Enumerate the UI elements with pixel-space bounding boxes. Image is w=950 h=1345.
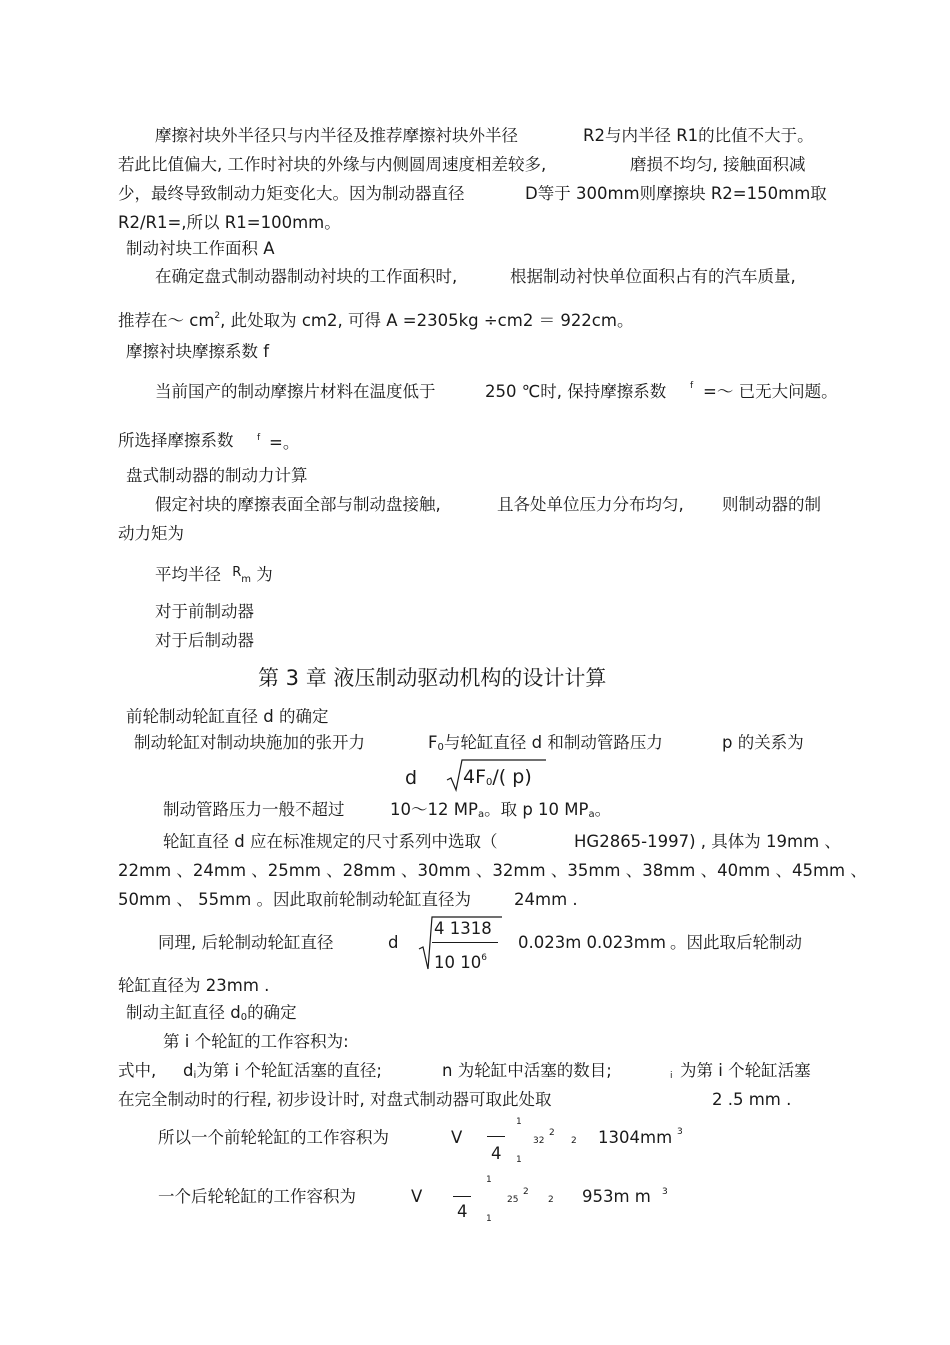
fraction-denominator: 4 [457, 1202, 468, 1221]
para-text: 所以一个前轮轮缸的工作容积为 [158, 1128, 389, 1147]
para-text: 磨损不均匀, 接触面积减 [630, 155, 806, 174]
superscript: 1 [516, 1117, 522, 1127]
para-text: HG2865-1997) , 具体为 19mm 、 [574, 832, 841, 851]
para-text: 当前国产的制动摩擦片材料在温度低于 [155, 382, 436, 401]
symbol-v: V [411, 1187, 423, 1206]
value-small: 25 [507, 1195, 519, 1205]
para-text: 摩擦衬块外半径只与内半径及推荐摩擦衬块外半径 [155, 126, 518, 145]
para-text: 所选择摩擦系数 [118, 431, 234, 450]
superscript: 3 [662, 1187, 668, 1197]
para-text: 对于后制动器 [155, 631, 254, 650]
para-text: 则制动器的制 [722, 495, 821, 514]
value-small: 32 [533, 1136, 545, 1146]
para-text: 制动轮缸对制动块施加的张开力 [134, 733, 365, 752]
para-text: =～ 已无大问题。 [703, 382, 838, 401]
para-text: 平均半径 $^R_m$ 为 [155, 565, 273, 585]
section-heading: 前轮制动轮缸直径 d 的确定 [126, 707, 329, 726]
para-text: $F_0$与轮缸直径 d 和制动管路压力 [428, 733, 663, 753]
symbol-f: f [257, 433, 261, 443]
para-text: 且各处单位压力分布均匀, [497, 495, 684, 514]
para-text: R2与内半径 R1的比值不大于。 [583, 126, 814, 145]
fraction-numerator: 4 1318 [434, 919, 492, 938]
para-text: 250 ℃时, 保持摩擦系数 [485, 382, 667, 401]
para-text: =。 [269, 433, 300, 452]
section-heading: 制动衬块工作面积 A [126, 239, 275, 258]
para-text: p 的关系为 [722, 733, 804, 752]
para-text: 假定衬块的摩擦表面全部与制动盘接触, [155, 495, 441, 514]
para-text: 轮缸直径为 23mm . [118, 976, 270, 995]
para-text: 为第 i 个轮缸活塞 [680, 1061, 811, 1080]
symbol-f: f [690, 381, 694, 391]
para-text: 10～12 $MP_a$。取 p 10 $MP_a$。 [390, 800, 612, 820]
para-text: R2/R1=,所以 R1=100mm。 [118, 213, 341, 232]
value-small: 2 [571, 1136, 577, 1146]
para-text: 953m m [582, 1187, 651, 1206]
para-text: 若此比值偏大, 工作时衬块的外缘与内侧圆周速度相差较多, [118, 155, 547, 174]
para-text: 制动管路压力一般不超过 [163, 800, 345, 819]
equation-rhs: $4F_0/$( p) [463, 766, 532, 788]
para-text: 1304mm [598, 1128, 673, 1147]
para-text: 轮缸直径 d 应在标准规定的尺寸系列中选取（ [163, 832, 498, 851]
section-heading: 盘式制动器的制动力计算 [126, 466, 308, 485]
para-text: 24mm . [514, 890, 578, 909]
fraction-bar [432, 942, 498, 943]
value-small: 2 [548, 1195, 554, 1205]
superscript: 2 [523, 1187, 529, 1197]
equation-lhs: d [405, 767, 418, 789]
para-text: 在确定盘式制动器制动衬块的工作面积时, [155, 267, 458, 286]
section-heading: 制动主缸直径 $d_0$的确定 [126, 1003, 297, 1023]
para-text: 在完全制动时的行程, 初步设计时, 对盘式制动器可取此处取 [118, 1090, 552, 1109]
para-text: 2 .5 mm . [712, 1090, 792, 1109]
fraction-denominator: 4 [491, 1144, 502, 1163]
para-text: 少，最终导致制动力矩变化大。因为制动器直径 [118, 184, 465, 203]
para-text: 式中, [118, 1061, 157, 1080]
para-text: 推荐在～ $cm^2$, 此处取为 cm2, 可得 A =2305kg ÷cm2 ＝ 922cm。 [118, 311, 634, 330]
para-text: $d_i$为第 i 个轮缸活塞的直径; [183, 1061, 382, 1081]
para-text: 0.023m 0.023mm [518, 933, 666, 952]
symbol-v: V [451, 1128, 463, 1147]
para-text: D等于 300mm则摩擦块 R2=150mm取 [525, 184, 827, 203]
fraction-bar [453, 1196, 471, 1197]
para-text: 22mm 、24mm 、25mm 、28mm 、30mm 、32mm 、35mm 、38mm 、40mm 、45mm 、 [118, 861, 867, 880]
fraction-denominator: 10 $10^6$ [434, 953, 487, 972]
para-text: 。因此取后轮制动 [670, 933, 802, 952]
para-text: 第 i 个轮缸的工作容积为: [163, 1032, 349, 1051]
para-text: i [670, 1071, 673, 1081]
superscript: 3 [677, 1127, 683, 1137]
chapter-title: 第 3 章 液压制动驱动机构的设计计算 [258, 666, 607, 690]
para-text: n 为轮缸中活塞的数目; [442, 1061, 612, 1080]
fraction-bar [487, 1136, 505, 1137]
subscript: 1 [516, 1155, 522, 1165]
superscript: 2 [549, 1128, 555, 1138]
para-text: 一个后轮轮缸的工作容积为 [158, 1187, 356, 1206]
section-heading: 摩擦衬块摩擦系数 f [126, 342, 270, 361]
para-text: 50mm 、 55mm 。因此取前轮制动轮缸直径为 [118, 890, 472, 909]
symbol-d: d [388, 933, 399, 952]
para-text: 对于前制动器 [155, 602, 254, 621]
subscript: 1 [486, 1214, 492, 1224]
superscript: 1 [486, 1175, 492, 1185]
para-text: 动力矩为 [118, 524, 184, 543]
para-text: 同理, 后轮制动轮缸直径 [158, 933, 334, 952]
para-text: 根据制动衬快单位面积占有的汽车质量, [510, 267, 796, 286]
